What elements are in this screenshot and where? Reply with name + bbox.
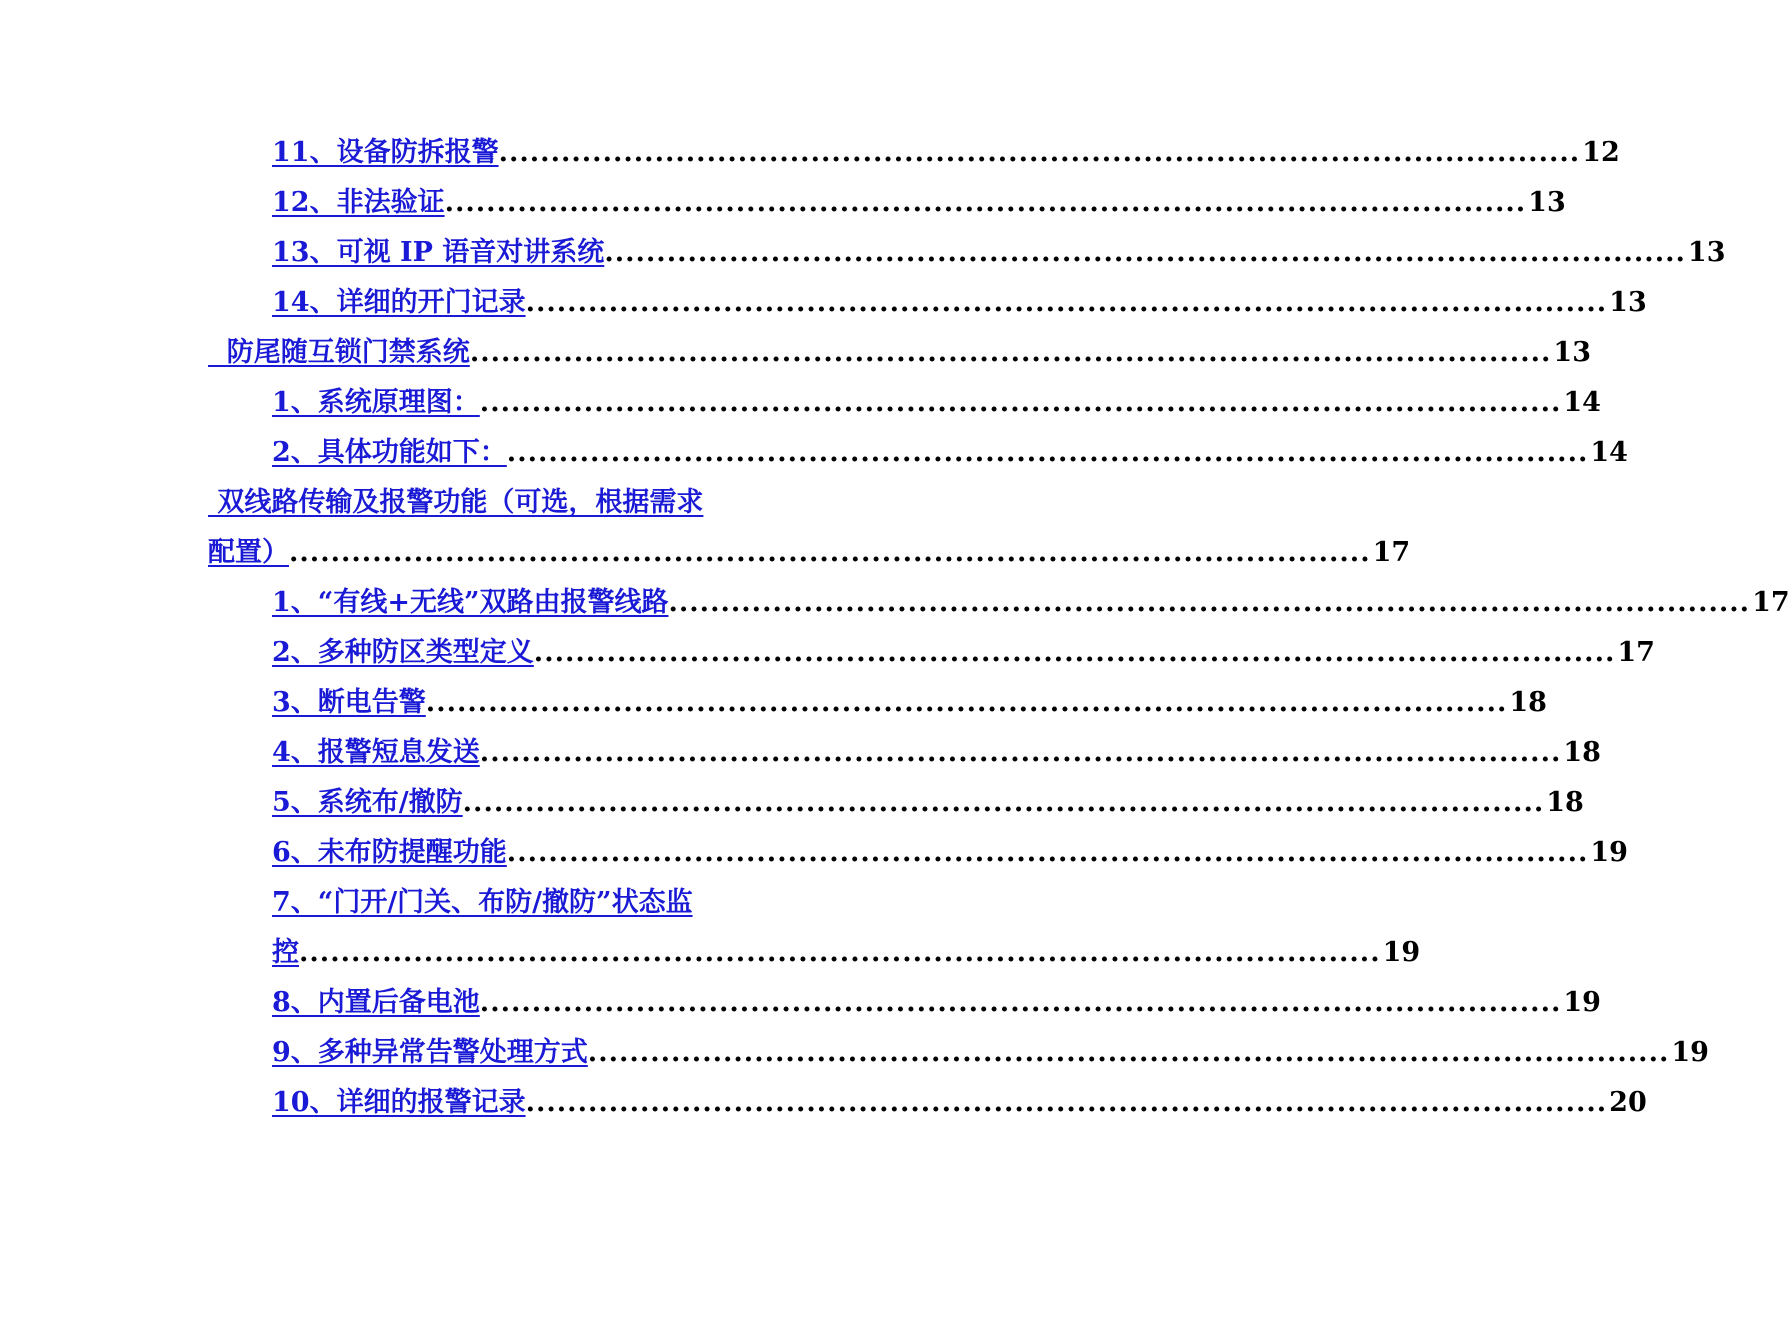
dot-leader: ........................................................................................................ <box>533 637 1616 668</box>
toc-entry-title[interactable]: 6、未布防提醒功能 <box>272 837 507 868</box>
toc-entry-title-line1[interactable]: 7、“门开/门关、布防/撤防”状态监 <box>272 887 693 918</box>
dot-leader: ........................................................................................................ <box>479 737 1562 768</box>
toc-entry[interactable] <box>272 730 1601 769</box>
toc-page-number: 17 <box>1617 637 1655 668</box>
toc-entry-title[interactable]: 1、系统原理图： <box>272 387 480 418</box>
toc-entry-title[interactable]: 4、报警短息发送 <box>272 737 480 768</box>
dot-leader: ........................................................................................................ <box>462 787 1545 818</box>
toc-page-number: 19 <box>1590 837 1628 868</box>
toc-entry-title[interactable]: 5、系统布/撤防 <box>272 787 463 818</box>
dot-leader: ........................................................................................................ <box>668 587 1751 618</box>
toc-entry-title[interactable]: 10、详细的报警记录 <box>272 1087 526 1118</box>
dot-leader: ........................................................................................................ <box>587 1037 1670 1068</box>
dot-leader: ........................................................................................................ <box>498 137 1581 168</box>
dot-leader: ........................................................................................................ <box>444 187 1527 218</box>
toc-entry[interactable] <box>272 180 1566 219</box>
toc-page-number: 18 <box>1509 687 1547 718</box>
toc-entry-title[interactable]: 1、“有线+无线”双路由报警线路 <box>272 587 669 618</box>
toc-page-number: 17 <box>1752 587 1790 618</box>
dot-leader: ........................................................................................................ <box>479 387 1562 418</box>
toc-entry[interactable] <box>272 1080 1647 1119</box>
toc-page-number: 13 <box>1553 337 1591 368</box>
toc-section-title-line1[interactable]: 双线路传输及报警功能（可选，根据需求 <box>208 487 704 518</box>
toc-page-number: 17 <box>1372 537 1411 568</box>
toc-page-number: 18 <box>1546 787 1584 818</box>
toc-entry[interactable] <box>272 280 1647 319</box>
toc-page-number: 12 <box>1582 137 1620 168</box>
toc-entry-title[interactable]: 2、多种防区类型定义 <box>272 637 534 668</box>
toc-section-title-line2[interactable]: 配置） <box>208 537 289 568</box>
toc-entry[interactable] <box>272 680 1547 719</box>
dot-leader: ........................................................................................................ <box>604 237 1686 268</box>
toc-entry-title[interactable]: 8、内置后备电池 <box>272 987 480 1018</box>
toc-entry[interactable] <box>272 230 1726 269</box>
dot-leader: ........................................................................................................ <box>299 937 1381 968</box>
toc-entry-title[interactable]: 2、具体功能如下： <box>272 437 507 468</box>
toc-entry[interactable] <box>272 980 1601 1019</box>
toc-section-entry[interactable] <box>208 530 1411 569</box>
dot-leader: ........................................................................................................ <box>506 837 1589 868</box>
toc-page-number: 14 <box>1590 437 1628 468</box>
toc-entry-title-line2[interactable]: 控 <box>272 937 299 968</box>
dot-leader: ........................................................................................................ <box>289 537 1371 568</box>
toc-page-number: 13 <box>1609 287 1647 318</box>
toc-entry-title[interactable]: 防尾随互锁门禁系统 <box>208 337 470 368</box>
toc-page-number: 19 <box>1671 1037 1709 1068</box>
toc-entry-title[interactable]: 9、多种异常告警处理方式 <box>272 1037 588 1068</box>
dot-leader: ........................................................................................................ <box>525 287 1608 318</box>
dot-leader: ........................................................................................................ <box>425 687 1508 718</box>
dot-leader: ........................................................................................................ <box>525 1087 1608 1118</box>
toc-entry[interactable] <box>272 380 1601 419</box>
toc-entry[interactable] <box>272 780 1584 819</box>
toc-entry-title[interactable]: 3、断电告警 <box>272 687 426 718</box>
toc-entry[interactable] <box>272 930 1421 969</box>
toc-entry[interactable] <box>272 580 1790 619</box>
toc-entry[interactable] <box>272 1030 1709 1069</box>
toc-page-number: 14 <box>1563 387 1601 418</box>
toc-entry[interactable] <box>272 130 1620 169</box>
dot-leader: ........................................................................................................ <box>506 437 1589 468</box>
toc-page-number: 18 <box>1563 737 1601 768</box>
toc-entry-title[interactable]: 11、设备防拆报警 <box>272 137 499 168</box>
toc-entry[interactable] <box>272 630 1655 669</box>
dot-leader: ........................................................................................................ <box>469 337 1552 368</box>
toc-section-entry[interactable] <box>208 330 1591 369</box>
toc-entry[interactable] <box>272 430 1628 469</box>
toc-page-number: 19 <box>1563 987 1601 1018</box>
toc-page-number: 13 <box>1528 187 1566 218</box>
toc-entry-title[interactable]: 12、非法验证 <box>272 187 445 218</box>
toc-entry-title[interactable]: 14、详细的开门记录 <box>272 287 526 318</box>
toc-page-number: 13 <box>1687 237 1726 268</box>
dot-leader: ........................................................................................................ <box>479 987 1562 1018</box>
toc-entry[interactable] <box>272 830 1628 869</box>
toc-page-number: 20 <box>1609 1087 1647 1118</box>
toc-page-number: 19 <box>1382 937 1421 968</box>
toc-entry-title[interactable]: 13、可视 IP 语音对讲系统 <box>272 237 605 268</box>
